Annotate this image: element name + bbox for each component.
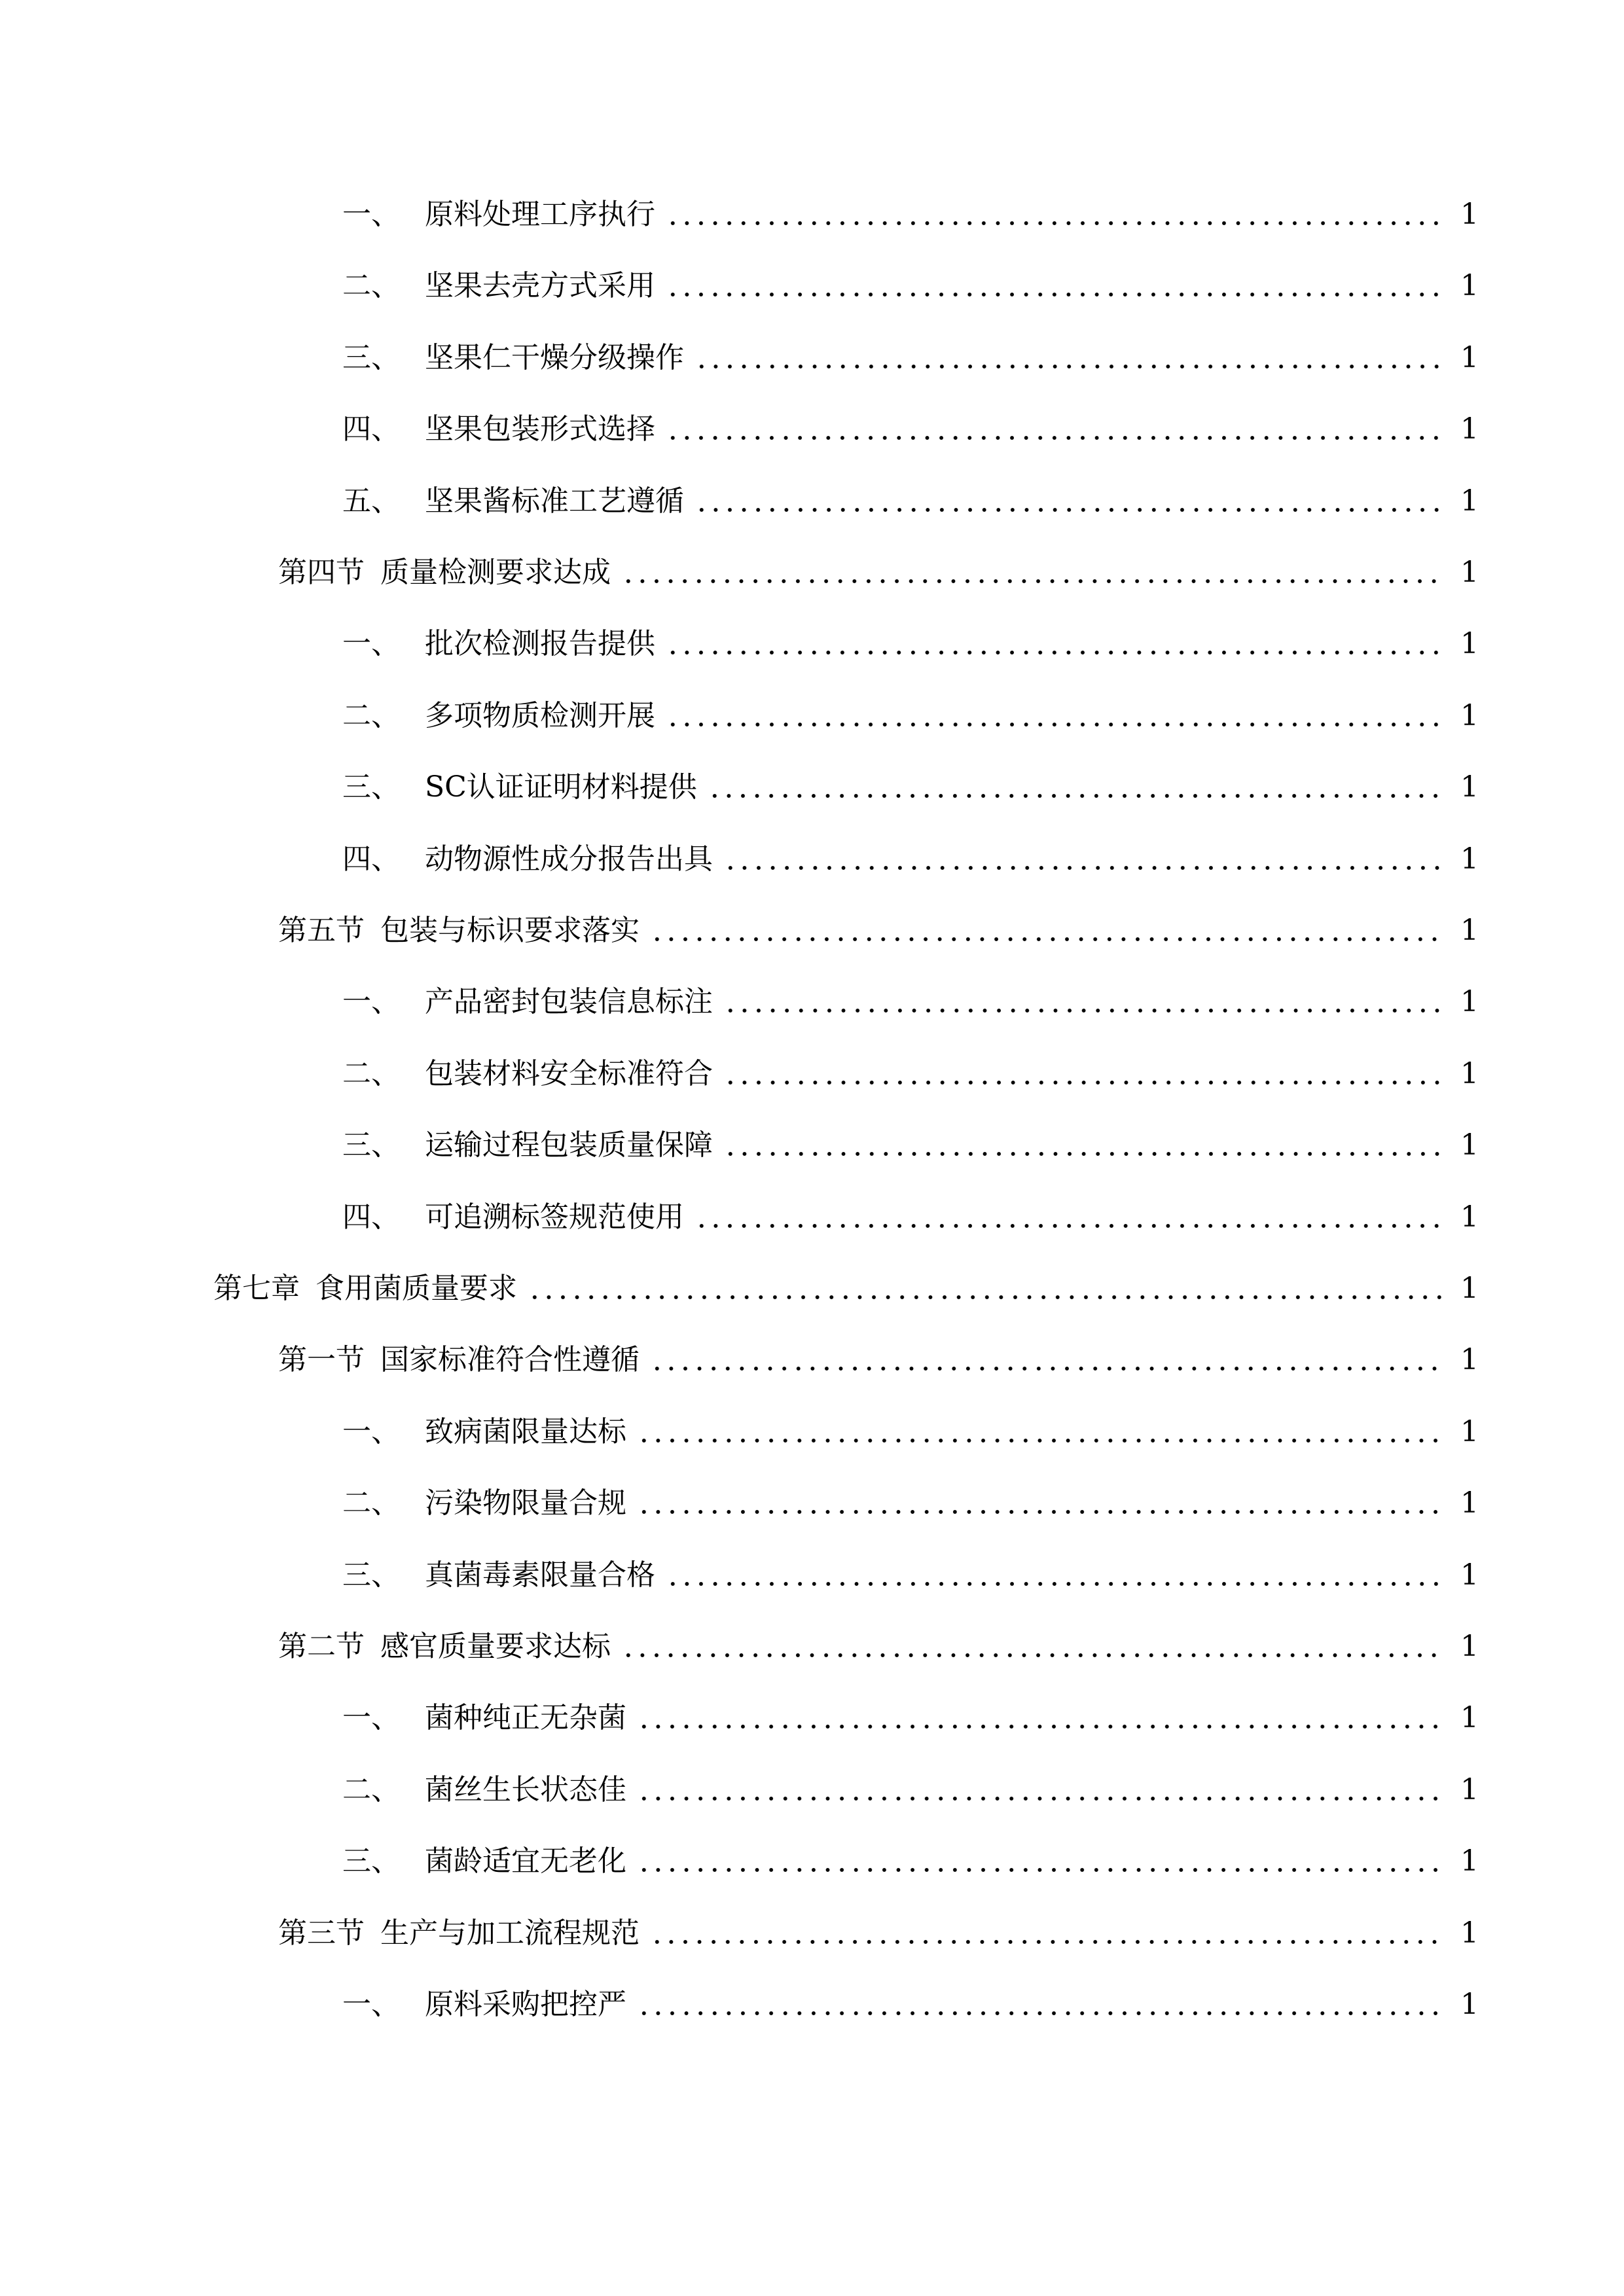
toc-entry[interactable]	[278, 905, 1479, 957]
dot-leader	[528, 1294, 1446, 1300]
toc-entry-number: 四、	[342, 842, 400, 876]
dot-leader	[666, 220, 1446, 226]
dot-leader	[723, 1079, 1446, 1086]
toc-entry[interactable]	[342, 690, 1479, 742]
dot-leader	[708, 793, 1446, 799]
dot-leader	[637, 1795, 1446, 1802]
toc-entry-title: 污染物限量合规	[425, 1486, 626, 1520]
toc-entry-page-number: 1	[1460, 1272, 1479, 1305]
toc-entry-title: 包装与标识要求落实	[380, 914, 640, 947]
toc-entry-title: 坚果包装形式选择	[425, 412, 655, 446]
toc-entry-title: 坚果酱标准工艺遵循	[425, 484, 684, 518]
toc-entry-title: 多项物质检测开展	[425, 698, 655, 732]
toc-entry-title: 食用菌质量要求	[316, 1272, 517, 1305]
toc-entry-page-number: 1	[1460, 1343, 1479, 1377]
toc-entry-number: 一、	[342, 198, 400, 231]
dot-leader	[666, 435, 1446, 441]
toc-entry[interactable]	[342, 1979, 1479, 2031]
toc-entry-page-number: 1	[1460, 1844, 1479, 1878]
toc-entry[interactable]	[342, 976, 1479, 1028]
dot-leader	[723, 1151, 1446, 1157]
dot-leader	[650, 1939, 1446, 1945]
toc-entry[interactable]	[213, 1263, 1479, 1315]
toc-entry-title: 生产与加工流程规范	[380, 1916, 640, 1950]
toc-entry[interactable]	[342, 618, 1479, 670]
toc-entry-page-number: 1	[1460, 770, 1479, 804]
toc-entry-page-number: 1	[1460, 1630, 1479, 1663]
toc-entry[interactable]	[278, 1907, 1479, 1960]
toc-entry[interactable]	[342, 332, 1479, 384]
toc-entry[interactable]	[342, 1835, 1479, 1888]
toc-entry-page-number: 1	[1460, 556, 1479, 589]
toc-entry-page-number: 1	[1460, 1200, 1479, 1234]
dot-leader	[637, 1723, 1446, 1730]
toc-entry-number: 二、	[342, 1772, 400, 1806]
toc-entry-number: 一、	[342, 1701, 400, 1735]
dot-leader	[695, 363, 1446, 370]
toc-entry[interactable]	[342, 1764, 1479, 1816]
toc-entry-title: 致病菌限量达标	[425, 1414, 626, 1448]
toc-entry[interactable]	[342, 1692, 1479, 1744]
toc-entry-number: 一、	[342, 985, 400, 1019]
toc-entry[interactable]	[342, 1406, 1479, 1458]
toc-entry-number: 第七章	[213, 1272, 300, 1305]
toc-entry-number: 三、	[342, 1128, 400, 1162]
toc-entry-page-number: 1	[1460, 985, 1479, 1019]
toc-entry-number: 一、	[342, 627, 400, 661]
toc-entry-page-number: 1	[1460, 412, 1479, 446]
toc-entry-number: 三、	[342, 1844, 400, 1878]
toc-entry-title: 坚果去壳方式采用	[425, 269, 655, 303]
dot-leader	[637, 2010, 1446, 2017]
toc-entry-number: 第五节	[278, 914, 365, 947]
toc-entry-page-number: 1	[1460, 1558, 1479, 1592]
dot-leader	[650, 936, 1446, 942]
toc-entry[interactable]	[278, 1621, 1479, 1673]
toc-entry-title: 产品密封包装信息标注	[425, 985, 713, 1019]
toc-entry-page-number: 1	[1460, 484, 1479, 518]
dot-leader	[621, 578, 1446, 584]
toc-entry-page-number: 1	[1460, 842, 1479, 876]
dot-leader	[695, 507, 1446, 513]
toc-entry-title: 原料采购把控严	[425, 1988, 626, 2021]
toc-entry-number: 二、	[342, 269, 400, 303]
toc-entry-number: 三、	[342, 770, 400, 804]
toc-entry-title: 菌龄适宜无老化	[425, 1844, 626, 1878]
toc-entry-title: 运输过程包装质量保障	[425, 1128, 713, 1162]
toc-entry-page-number: 1	[1460, 1701, 1479, 1735]
dot-leader	[666, 291, 1446, 298]
toc-entry-title: 批次检测报告提供	[425, 627, 655, 661]
toc-entry-title: 质量检测要求达成	[380, 556, 611, 589]
toc-entry-page-number: 1	[1460, 1414, 1479, 1448]
dot-leader	[637, 1437, 1446, 1444]
dot-leader	[637, 1509, 1446, 1515]
toc-entry-title: 真菌毒素限量合格	[425, 1558, 655, 1592]
toc-entry[interactable]	[342, 833, 1479, 886]
toc-entry-page-number: 1	[1460, 627, 1479, 661]
toc-entry[interactable]	[342, 1119, 1479, 1172]
toc-entry-number: 四、	[342, 412, 400, 446]
dot-leader	[723, 1007, 1446, 1014]
toc-entry-title: 菌种纯正无杂菌	[425, 1701, 626, 1735]
dot-leader	[723, 865, 1446, 871]
toc-entry-number: 五、	[342, 484, 400, 518]
toc-entry-number: 第四节	[278, 556, 365, 589]
toc-entry-number: 三、	[342, 1558, 400, 1592]
toc-entry-number: 第二节	[278, 1630, 365, 1663]
toc-entry[interactable]	[342, 403, 1479, 456]
toc-entry-page-number: 1	[1460, 1988, 1479, 2021]
dot-leader	[695, 1223, 1446, 1229]
toc-entry-title: 可追溯标签规范使用	[425, 1200, 684, 1234]
toc-entry-page-number: 1	[1460, 269, 1479, 303]
toc-entry-page-number: 1	[1460, 1128, 1479, 1162]
toc-entry-page-number: 1	[1460, 340, 1479, 374]
toc-entry[interactable]	[342, 1048, 1479, 1100]
toc-entry-title: 动物源性成分报告出具	[425, 842, 713, 876]
toc-entry-page-number: 1	[1460, 1916, 1479, 1950]
toc-entry-number: 三、	[342, 340, 400, 374]
toc-entry[interactable]	[342, 260, 1479, 312]
dot-leader	[650, 1365, 1446, 1372]
toc-entry-title: 坚果仁干燥分级操作	[425, 340, 684, 374]
toc-entry-title: 国家标准符合性遵循	[380, 1343, 640, 1377]
toc-entry-page-number: 1	[1460, 198, 1479, 231]
toc-entry[interactable]	[278, 547, 1479, 599]
toc-entry-number: 一、	[342, 1988, 400, 2021]
toc-entry[interactable]	[342, 1191, 1479, 1244]
toc-entry-number: 第一节	[278, 1343, 365, 1377]
toc-entry-number: 四、	[342, 1200, 400, 1234]
toc-entry[interactable]	[342, 761, 1479, 814]
toc-entry-title: 菌丝生长状态佳	[425, 1772, 626, 1806]
toc-entry[interactable]	[342, 1549, 1479, 1602]
toc-entry-page-number: 1	[1460, 1772, 1479, 1806]
toc-entry[interactable]	[342, 1477, 1479, 1530]
dot-leader	[637, 1867, 1446, 1873]
toc-entry-number: 二、	[342, 1486, 400, 1520]
toc-entry-page-number: 1	[1460, 1056, 1479, 1090]
toc-entry[interactable]	[342, 188, 1479, 241]
toc-entry-number: 二、	[342, 1056, 400, 1090]
toc-entry[interactable]	[342, 475, 1479, 528]
toc-entry-number: 二、	[342, 698, 400, 732]
dot-leader	[621, 1652, 1446, 1659]
toc-entry[interactable]	[278, 1334, 1479, 1386]
toc-entry-number: 一、	[342, 1414, 400, 1448]
dot-leader	[666, 1581, 1446, 1587]
toc-entry-title: SC认证证明材料提供	[425, 770, 697, 804]
toc-entry-title: 原料处理工序执行	[425, 198, 655, 231]
toc-entry-title: 感官质量要求达标	[380, 1630, 611, 1663]
toc-entry-page-number: 1	[1460, 1486, 1479, 1520]
toc-entry-page-number: 1	[1460, 698, 1479, 732]
toc-entry-page-number: 1	[1460, 914, 1479, 947]
dot-leader	[666, 649, 1446, 656]
toc-entry-number: 第三节	[278, 1916, 365, 1950]
toc-entry-title: 包装材料安全标准符合	[425, 1056, 713, 1090]
dot-leader	[666, 721, 1446, 728]
